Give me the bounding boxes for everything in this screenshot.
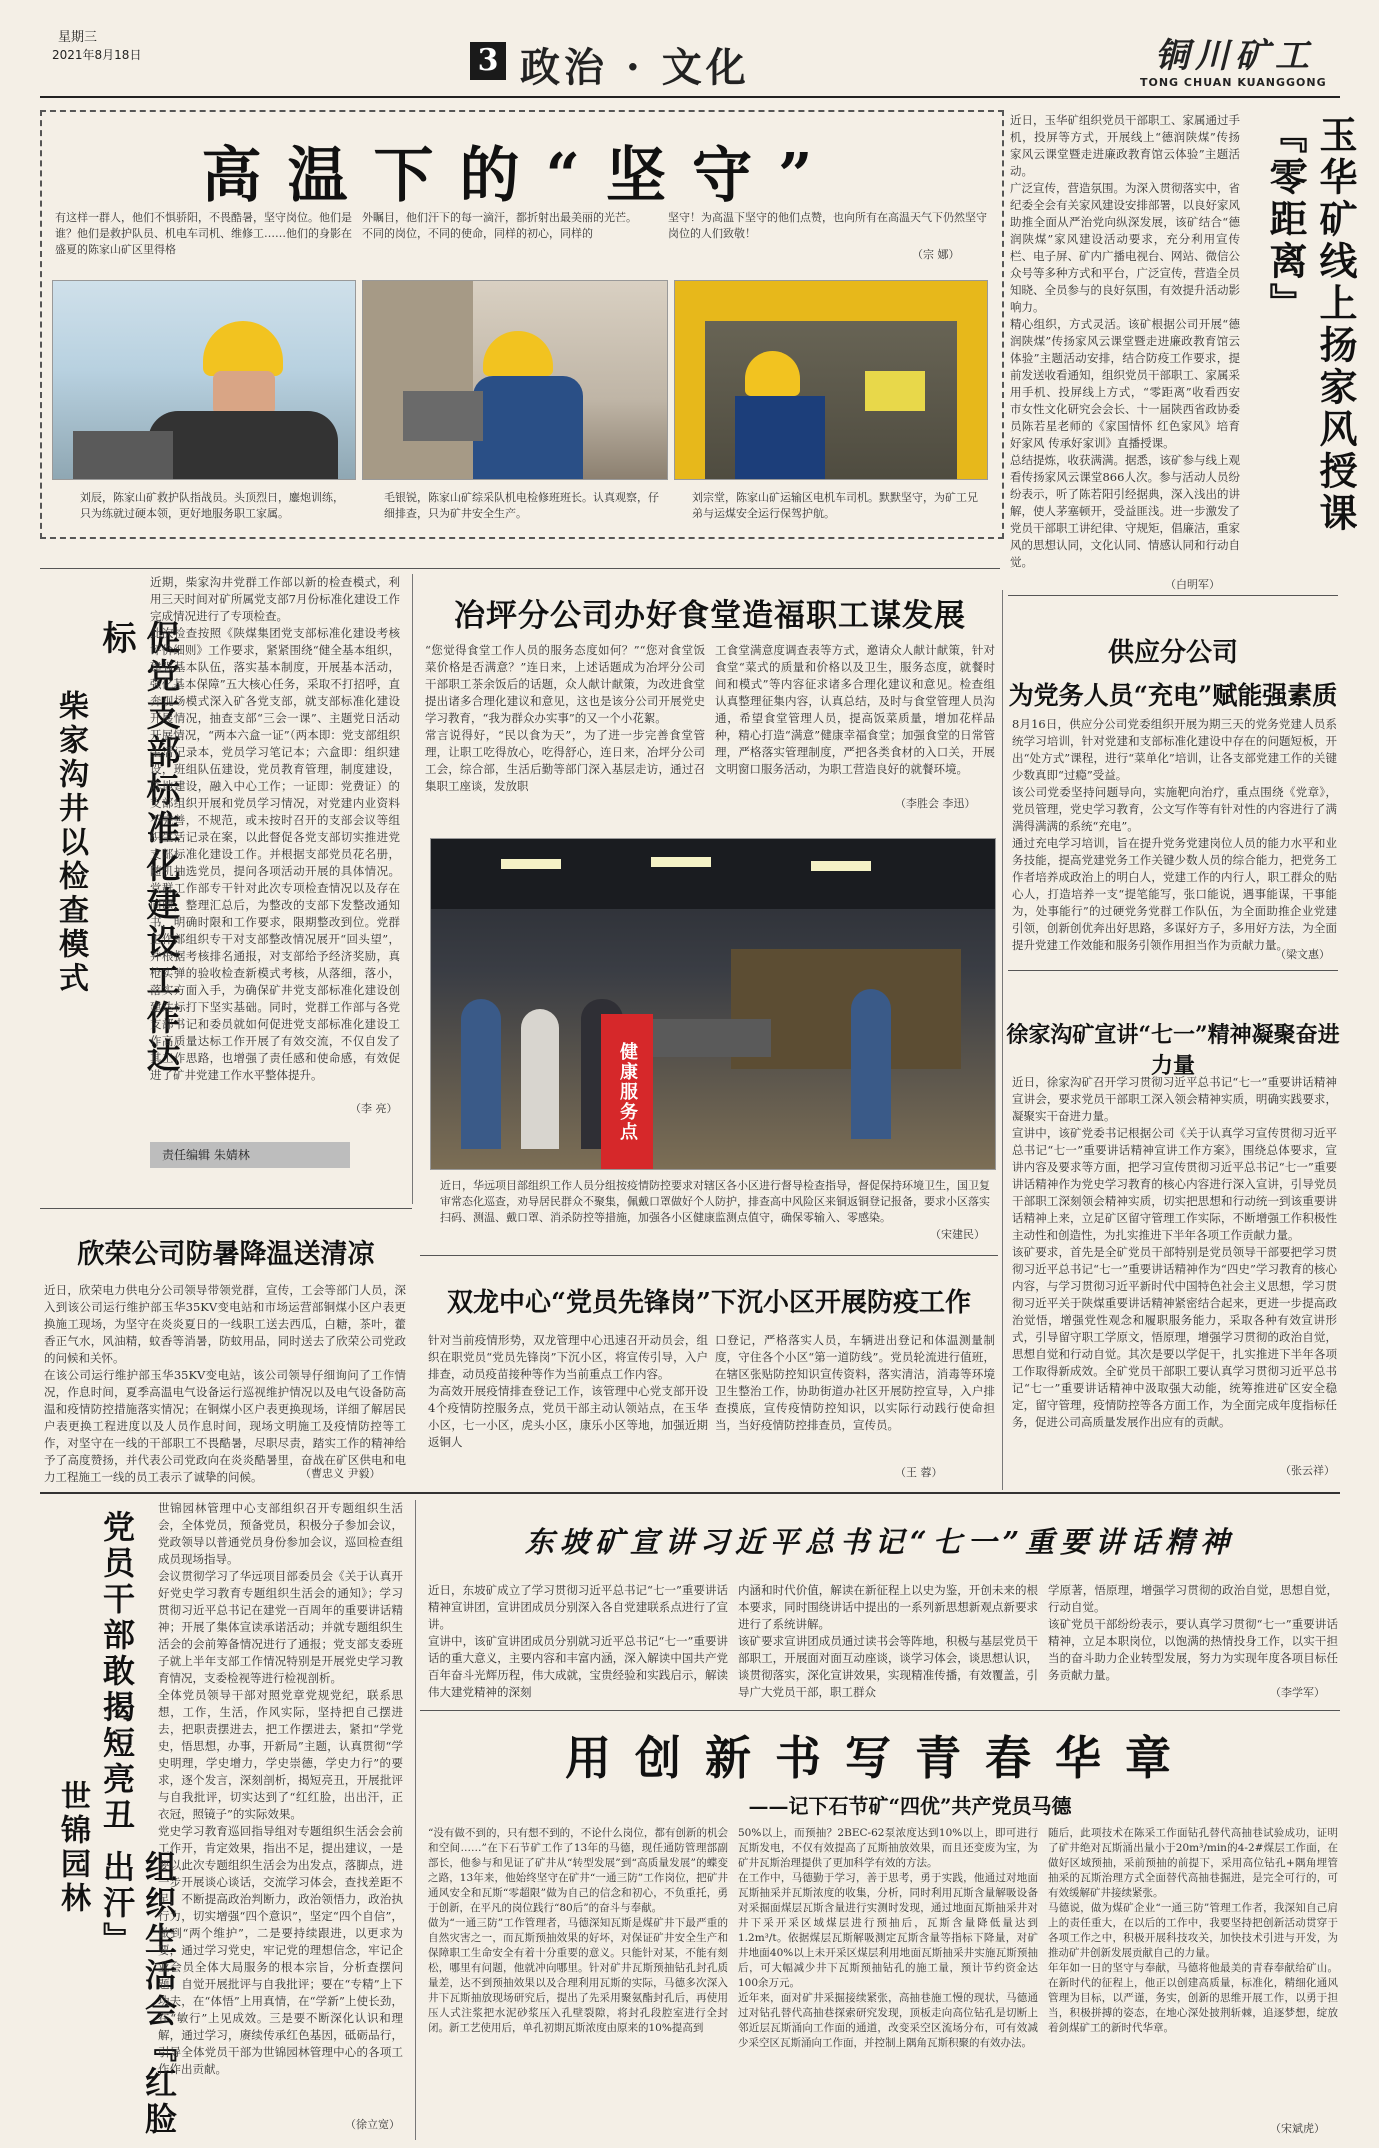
- yeping-headline: 冶坪分公司办好食堂造福职工谋发展: [454, 598, 966, 634]
- dongpo-headline: 东坡矿宣讲习近平总书记“七一”重要讲话精神: [524, 1525, 1236, 1559]
- youth-author: （宋斌虎）: [1270, 2122, 1325, 2135]
- issue-date: 2021年8月18日: [52, 48, 142, 62]
- health-service-banner: 健康服务点: [601, 1014, 653, 1169]
- responsible-editor: 责任编辑 朱婧林: [150, 1142, 350, 1168]
- shuanglong-column-2: 口登记，严格落实人员，车辆进出登记和体温测量制度，守住各个小区“第一道防线”。党员轮流进行值班，在辖区张贴防控知识宣传资料，落实清洁，消毒等环境卫生整治工作，协助街道办社区开展防控宣导，入户排查摸底，宣传疫情防控知识，以实际行动践行使命担当，当好疫情防控排查员，宣传员。: [715, 1333, 995, 1432]
- page-number: 3: [470, 42, 506, 80]
- shijin-vertical-title-2: 组织生活会『红脸出汗』: [98, 1850, 178, 2138]
- dongpo-column-3: 学原著，悟原理，增强学习贯彻的政治自觉，思想自觉，行动自觉。 该矿党员干部纷纷表示，要认真学习贯彻“七一”重要讲话精神，立足本职岗位，以饱满的热情投身工作，以实干担当的奋斗助力企业转型发展，努力为实现年度各项目标任务贡献力量。: [1048, 1583, 1338, 1682]
- heat-feature-title: 高温下的“坚守”: [201, 141, 839, 211]
- heat-photo-driver: [674, 280, 988, 480]
- section-title: 政治 · 文化: [520, 44, 750, 91]
- epidemic-photo-caption: 近日，华远项目部组织工作人员分组按疫情防控要求对辖区各小区进行督导检查指导，督促保持环境卫生，国卫复审常态化巡查，劝导居民群众不聚集，佩戴口罩做好个人防护，排查高中风险区来铜返铜登记报备，要求小区落实扫码、测温、戴口罩、消杀防控等措施，加强各小区健康监测点值守，确保零输入、零感染。: [440, 1179, 990, 1224]
- heat-intro-right: 坚守！为高温下坚守的他们点赞，也向所有在高温天气下仍然坚守岗位的人们致敬！: [668, 211, 987, 240]
- supply-article-text: 8月16日，供应分公司党委组织开展为期三天的党务党建人员系统学习培训，针对党建和支部标准化建设中存在的问题短板，开出“处方式”课程，进行“菜单化”培训，让各支部党建工作的关键少数真即“过瘾”受益。 该公司党委坚持问题导向，实施靶向治疗，重点围绕《党章》，党员管理，党史学习教育，公文写作等有针对性的内容进行了满满得满满的系统“充电”。 通过充电学习培训，旨在提升党务党建岗位人员的能力水平和业务技能，提高党建党务工作关键少数人员的综合能力，把党务工作者培养成政治上的明白人，党建工作的内行人，职工群众的贴心人，打造培养一支“提笔能写，张口能说，遇事能谋，干事能为，处事能行”的过硬党务党群工作队伍，为全面助推企业党建引领，创新创优奔出好思路，多谋好方子，多用好方法，为全面提升党建工作效能和服务引领作用担当作为贡献力量。: [1012, 717, 1337, 952]
- paper-pinyin: TONG CHUAN KUANGGONG: [1140, 76, 1327, 89]
- yuhua-article-text: 近日，玉华矿组织党员干部职工、家属通过手机，投屏等方式，开展线上“德润陕煤”传扬家风云课堂暨走进廉政教育馆云体验”主题活动。 广泛宣传，营造氛围。为深入贯彻落实中，省纪委全会有关家风建设安排部署，以良好家风助推全面从严治党向纵深发展，该矿结合“德润陕煤”家风建设活动要求，充分利用宣传栏、电子屏、矿内广播电视台、网站、微信公众号等多种方式和平台，广泛宣传，营造全员知晓、全员参与的良好氛围，有效提升活动影响力。 精心组织，方式灵活。该矿根据公司开展“德润陕煤”传扬家风云课堂暨走进廉政教育馆云体验”主题活动安排，结合防疫工作要求，提前发送收看通知，组织党员干部职工、家属采用手机、投屏线上方式，“零距离”收看西安市女性文化研究会会长、十一届陕西省政协委员陈若星老师的《家国情怀 红色家风》培育好家风 传承好家训》直播授课。 总结提炼，收获满满。据悉，该矿参与线上观看传扬家风云课堂866人次。参与活动人员纷纷表示，听了陈若阳引经据典，深入浅出的讲解，使人茅塞顿开，受益匪浅。进一步激发了党员干部职工讲纪律、守规矩，倡廉洁，重家风的思想认同，文化认同、情感认同和行动自觉。: [1010, 113, 1240, 569]
- chaijia-vertical-title-main: 促党支部标准化建设工作达标: [96, 620, 180, 1076]
- paper-name: 铜川矿工: [1155, 36, 1315, 76]
- youth-column-2: 50%以上，而预抽？2BEC-62泵浓度达到10%以上，即可进行瓦斯发电，不仅有效提高了瓦斯抽放效果，而且还变废为宝，为矿井瓦斯治理提供了更加科学有效的方法。 在工作中，马德勤于学习，善于思考，勇于实践，他通过对地面瓦斯抽采并瓦斯浓度的收集，分析，同时利用瓦斯含量解吸设备对采掘面煤层瓦斯含量进行实测时发现，通过地面瓦斯抽采井对井下采开采区域煤层进行预抽后，瓦斯含量降低量达到1.2m³/t。依据煤层瓦斯解吸测定瓦斯含量等指标下降量，对矿井地面40%以上未开采区煤层利用地面瓦斯抽采井实施瓦斯预抽后，可大幅减少井下瓦斯预抽钻孔的施工量，预计节约资金达100余万元。 近年来，面对矿井采掘接续紧张，高抽巷施工慢的现状，马德通过对钻孔替代高抽巷探索研究发现，顶板走向高位钻孔是切断上邻近层瓦斯涌向工作面的通道，改变采空区流场分布，可有效减少采空区瓦斯涌向工作面，并控制上隅角瓦斯积聚的有效办法。: [738, 1827, 1038, 2049]
- epidemic-photo-author: （宋建民）: [930, 1228, 985, 1241]
- dongpo-column-2: 内涵和时代价值，解读在新征程上以史为鉴，开创未来的根本要求，同时围绕讲话中提出的一系列新思想新观点新要求进行了系统讲解。 该矿要求宣讲团成员通过读书会等阵地，积极与基层党员干部职工，开展面对面互动座谈，谈学习体会，谈思想认识，谈贯彻落实，深化宣讲效果，实现精准传播，有效覆盖，引导广大党员干部，职工群众: [738, 1583, 1038, 1699]
- shijin-vertical-title-3: 世锦园林: [55, 1780, 90, 1916]
- xujiagou-headline: 徐家沟矿宣讲“七一”精神凝聚奋进力量: [1006, 1022, 1340, 1079]
- xujiagou-author: （张云祥）: [1280, 1464, 1335, 1477]
- shuanglong-headline: 双龙中心“党员先锋岗”下沉小区开展防疫工作: [447, 1288, 971, 1318]
- heat-intro-left: 有这样一群人，他们不惧骄阳，不畏酷暑，坚守岗位。他们是谁？他们是救护队员、机电车司机、维修工……他们的身影在盛夏的陈家山矿区里得格: [55, 211, 352, 256]
- xujiagou-article-text: 近日，徐家沟矿召开学习贯彻习近平总书记“七一”重要讲话精神宣讲会，要求党员干部职工深入领会精神实质，明确实践要求，凝聚实干奋进力量。 宣讲中，该矿党委书记根据公司《关于认真学习宣传贯彻习近平总书记“七一”重要讲话精神宣讲工作方案》，围绕总体要求，宣讲内容及要求等方面，把学习宣传贯彻习近平总书记“七一”重要讲话精神作为党史学习教育的核心内容进行深入宣讲，引导党员干部职工深刻领会精神实质，切实把思想和行动统一到该重要讲话精神上来，立足矿区留守管理工作实际，不断增强工作积极性主动性和创造性，为扎实推进下半年各项工作贡献力量。 该矿要求，首先是全矿党员干部特别是党员领导干部要把学习贯彻习近平总书记“七一”重要讲话精神作为“四史”学习教育的核心内容，与学习贯彻习近平新时代中国特色社会主义思想，学习贯彻习近平关于陕煤重要讲话精神紧密结合起来，更进一步提高政治觉悟，增强党性观念和履职服务能力，采取各种有效宣讲形式，引导留守职工学原文，悟原理，增强学习贯彻的政治自觉，思想自觉和行动自觉。其次是要以学促干，扎实推进下半年各项工作取得新成效。全矿党员干部职工要认真学习贯彻习近平总书记“七一”重要讲话精神中汲取强大动能，统筹推进矿区安全稳定，留守管理，疫情防控等各方面工作，为全面完成年度指标任务，促进公司高质量发展作出应有的贡献。: [1012, 1075, 1337, 1429]
- rule-above-youth: [420, 1710, 1340, 1711]
- rule-above-supply: [1008, 595, 1338, 596]
- heat-caption-2: 毛银锐，陈家山矿综采队机电检修班班长。认真观察，仔细排查，只为矿井安全生产。: [384, 491, 659, 520]
- xinrong-article-text: 近日，欣荣电力供电分公司领导带领党群，宣传，工会等部门人员，深入到该公司运行维护部玉华35KV变电站和市场运营部铜煤小区户表更换施工现场，为坚守在炎炎夏日的一线职工送去西瓜，白糖，茶叶，藿香正气水，风油精，蚊香等消暑，防蚊用品，同时送去了欣荣公司党政的问候和关怀。 在该公司运行维护部玉华35KV变电站，该公司领导仔细询问了工作情况，作息时间，夏季高温电气设备运行巡视维护情况以及电气设备防高温和疫情防控措施落实情况；在铜煤小区户表更换现场，详细了解居民户表更换工程进度以及人员作息时间，现场文明施工及疫情防控等工作，对坚守在一线的干部职工不畏酷暑，尽职尽责，踏实工作的精神给予了高度赞扬，并代表公司党政向在炎炎酷暑里，奋战在矿区供电和电力工程施工一线的员工表示了诚挚的问候。: [44, 1283, 406, 1484]
- youth-headline: 用创新书写青春华章: [565, 1731, 1195, 1785]
- rule-left-column: [412, 574, 413, 1204]
- heat-intro-author: （宗 娜）: [912, 248, 960, 261]
- rule-right-column: [1002, 590, 1003, 1490]
- dongpo-column-1: 近日，东坡矿成立了学习贯彻习近平总书记“七一”重要讲话精神宣讲团，宣讲团成员分别深入各自党建联系点进行了宣讲。 宣讲中，该矿宣讲团成员分别就习近平总书记“七一”重要讲话的重大意义，主要内容和丰富内涵，深入解读中国共产党百年奋斗光辉历程，伟大成就，宝贵经验和实践启示，解读伟大建党精神的深刻: [428, 1583, 728, 1699]
- chaijia-author: （李 亮）: [350, 1102, 398, 1115]
- youth-column-3: 随后，此项技术在陈采工作面钻孔替代高抽巷试验成功，证明了矿井绝对瓦斯涌出量小于20m³/min的4-2#煤层工作面，在做好区域预抽，采前预抽的前提下，采用高位钻孔+隅角埋管抽采的瓦斯治理方式全面替代高抽巷掘进，是完全可行的，可有效缓解矿井接续紧张。 马德说，做为煤矿企业“一通三防”管理工作者，我深知自己肩上的责任重大，在以后的工作中，我要坚持把创新活动贯穿于各项工作之中，积极开展科技攻关，加快技术引进与开发，为推动矿井创新发展贡献自己的力量。 年年如一日的坚守与奉献，马德将他最美的青春奉献给矿山。在新时代的征程上，他正以创建高质量，标准化，精细化通风管理为目标，以严谨，务实，创新的思维开展工作，以勇于担当，积极拼搏的姿态，在地心深处披荆斩棘，追逐梦想，绽放着剑煤矿工的新时代华章。: [1048, 1827, 1338, 2034]
- heat-caption-3: 刘宗堂，陈家山矿运输区电机车司机。默默坚守，为矿工兄弟与运煤安全运行保驾护航。: [692, 491, 978, 520]
- supply-author: （梁文惠）: [1275, 948, 1330, 961]
- rule-above-shuanglong: [420, 1255, 998, 1256]
- chaijia-vertical-title-sub: 柴家沟井以检查模式: [53, 690, 88, 996]
- rule-below-heat: [40, 568, 1000, 569]
- youth-subheadline: ——记下石节矿“四优”共产党员马德: [748, 1794, 1072, 1818]
- heat-photo-mechanic: [362, 280, 668, 480]
- supply-headline-line1: 供应分公司: [1107, 638, 1238, 668]
- xinrong-author: （曹忠义 尹毅）: [300, 1467, 381, 1480]
- yuhua-vertical-title: 玉华矿线上扬家风授课『零距离』: [1263, 115, 1358, 535]
- weekday: 星期三: [58, 30, 98, 45]
- epidemic-checkpoint-photo: [430, 838, 996, 1170]
- rule-bottom-left-column: [415, 1500, 416, 2140]
- yeping-column-1: “您觉得食堂工作人员的服务态度如何？”“您对食堂饭菜价格是否满意？”连日来，上述话题成为冶坪分公司干部职工茶余饭后的话题，众人献计献策，为改进食堂提出诸多合理化建议和意见，这也是该分公司开展党史学习教育，“我为群众办实事”的又一个小花絮。 常言说得好，“民以食为天”，为了进一步完善食堂管理，让职工吃得放心，吃得舒心，连日来，冶坪分公司工会，综合部，生活后勤等部门深入基层走访，通过召集职工座谈，发放职: [425, 643, 705, 793]
- chaijia-article-text: 近期，柴家沟井党群工作部以新的检查模式，利用三天时间对矿所属党支部7月份标准化建设工作完成情况进行了专项检查。 此次检查按照《陕煤集团党支部标准化建设考核评价细则》工作要求，紧紧围绕“健全基本组织，建强基本队伍，落实基本制度，开展基本活动，强化基本保障”五大核心任务，采取不打招呼，直奔现场模式深入矿各党支部，就支部标准化建设开展情况，抽查支部“三会一课”、主题党日活动开展情况，“两本六盒一证”（两本即：党支部组织生活记录本，党员学习笔记本；六盒即：组织建设，班组队伍建设，党员教育管理，制度建设，阵地建设，融入中心工作；一证即：党费证）的支部组织开展和党员学习情况，对党建内业资料不完善，不规范，或未按时召开的支部会议等组织生活记录在案，以此督促各党支部切实推进党支部标准化建设工作。并根据支部党员花名册，随机抽选党员，提问各项活动开展的具体情况。党群工作部专干针对此次专项检查情况以及存在问题，整理汇总后，为整改的支部下发整改通知书，明确时限和工作要求，限期整改到位。党群工作部组织专干对支部整改情况展开“回头望”，并根据考核排名通报，对支部给予经济奖励，真枪实弹的验收检查新模式考核，从落细，落小，落实方面入手，为确保矿井党支部标准化建设创建达标打下坚实基础。同时，党群工作部与各党支部书记和委员就如何促进党支部标准化建设工作高质量达标工作开展了有效交流，不仅自发了其工作思路，也增强了责任感和使命感，有效促进了矿井党建工作水平整体提升。: [150, 575, 400, 1082]
- youth-column-1: “没有做不到的，只有想不到的，不论什么岗位，都有创新的机会和空间……”在下石节矿工作了13年的马德，现任通防管理部副部长，他参与和见证了矿井从“转型发展”到“高质量发展”的蝶变之路，13年来，他始终坚守在矿井“一通三防”工作岗位，把矿井通风安全和瓦斯“零超限”做为自己的信念和初心，不负重托，勇于创新，在平凡的岗位践行“80后”的奋斗与奉献。 做为“一通三防”工作管理者，马德深知瓦斯是煤矿井下最严重的自然灾害之一，而瓦斯预抽效果的好坏，对保证矿井安全生产和保障职工生命安全有着十分重要的意义。只能针对某，不能有刻松，哪里有问题，他就冲向哪里。针对矿井瓦斯预抽钻孔封孔质量差，达不到预抽效果以及合理利用瓦斯的实际，马德多次深入井下瓦斯抽放现场研究后，提出了先采用聚氨酯封孔后，再使用压人式注浆把水泥砂浆压入孔壁裂隙，将封孔段腔室进行全封闭。新工艺使用后，单孔初期瓦斯浓度由原来的10%提高到: [428, 1827, 728, 2034]
- yeping-column-2: 工食堂满意度调查表等方式，邀请众人献计献策，针对食堂“菜式的质量和价格以及卫生，服务态度，就餐时间和模式”等内容征求诸多合理化建议和意见。检查组认真整理征集内容，认真总结，及时与食堂管理人员沟通，希望食堂管理人员，提高饭菜质量，增加花样品种，精心打造“满意”健康幸福食堂；加强食堂的日常管理，严格落实管理制度，严把各类食材的入口关，开展文明窗口服务活动，为职工营造良好的就餐环境。: [715, 643, 995, 776]
- supply-headline-line2: 为党务人员“充电”赋能强素质: [1008, 681, 1338, 710]
- rule-lower-section: [40, 1492, 1340, 1494]
- heat-caption-1: 刘辰，陈家山矿救护队指战员。头顶烈日，鏖炮训练，只为练就过硬本领，更好地服务职工家属。: [80, 491, 344, 520]
- yeping-author: （李胜会 李迅）: [895, 797, 976, 810]
- rule-above-xinrong: [40, 1208, 412, 1209]
- xinrong-headline: 欣荣公司防暑降温送清凉: [77, 1239, 375, 1270]
- yuhua-author: （白明军）: [1165, 578, 1220, 591]
- rule-above-xujiagou: [1008, 970, 1338, 971]
- shijin-author: （徐立宽）: [345, 2118, 400, 2131]
- masthead-rule: [40, 96, 1340, 98]
- heat-photo-rescuer: [52, 280, 356, 480]
- dongpo-author: （李学军）: [1270, 1686, 1325, 1699]
- shijin-article-text: 世锦园林管理中心支部组织召开专题组织生活会，全体党员，预备党员，积极分子参加会议，党政领导以普通党员身份参加会议，巡回检查组成员现场指导。 会议贯彻学习了华远项目部委员会《关于认真开好党史学习教育专题组织生活会的通知》；学习贯彻习近平总书记在建党一百周年的重要讲话精神；开展了集体宣读承诺活动；并就专题组织生活会的会前筹备情况进行了通报；党支部支委班子就上半年支部工作情况特别是开展党史学习教育情况，支委检视等进行检视剖析。 全体党员领导干部对照党章党规党纪，联系思想，工作，生活，作风实际，坚持把自己摆进去，把职责摆进去，把工作摆进去，紧扣“学党史，悟思想，办事，开新局”主题，认真贯彻“学史明理，学史增力，学史崇德，学史力行”的要求，逐个发言，深刻剖析，揭短亮丑，开展批评与自我批评，切实达到了“红红脸，出出汗，正衣冠，照镜子”的实际效果。 党史学习教育巡回指导组对专题组织生活会会前工作开，肯定效果，指出不足，提出建议，一是要以此次专题组织生活会为出发点，落脚点，进一步开展谈心谈话，交流学习体会，查找差距不足，不断提高政治判断力，政治领悟力，政治执行力，切实增强“四个意识”，坚定“四个自信”，做到“两个维护”，二是要持续跟进，以更求为要，通过学习党史，牢记党的理想信念，牢记企业会员全体大局服务的根本宗旨，分析查摆问题，自觉开展批评与自我批评；要在“专精”上下功夫，在“体悟”上用真情，在“学新”上使长劲，在“敏行”上见成效。三是要不断深化认识和理解，通过学习，赓续传承红色基因，砥砺品行，引导全体党员干部为世锦园林管理中心的各项工作作出贡献。: [158, 1501, 403, 2076]
- heat-intro-middle: 外瞩目，他们汗下的每一滴汗，都折射出最美丽的光芒。 不同的岗位，不同的使命，同样的初心，同样的: [362, 211, 637, 240]
- shuanglong-column-1: 针对当前疫情形势，双龙管理中心迅速召开动员会，组织在职党员“党员先锋岗”下沉小区，将宣传引导，入户排查，动员疫苗接种等作为当前重点工作内容。 为高效开展疫情排查登记工作，该管理中心党支部开设4个疫情防控服务点，党员干部主动认领站点，在玉华小区，七一小区，虎头小区，康乐小区等地，加强近期返铜人: [428, 1333, 708, 1449]
- shuanglong-author: （王 蓉）: [895, 1466, 943, 1479]
- shijin-vertical-title-1: 党员干部敢揭短亮丑: [98, 1510, 136, 1834]
